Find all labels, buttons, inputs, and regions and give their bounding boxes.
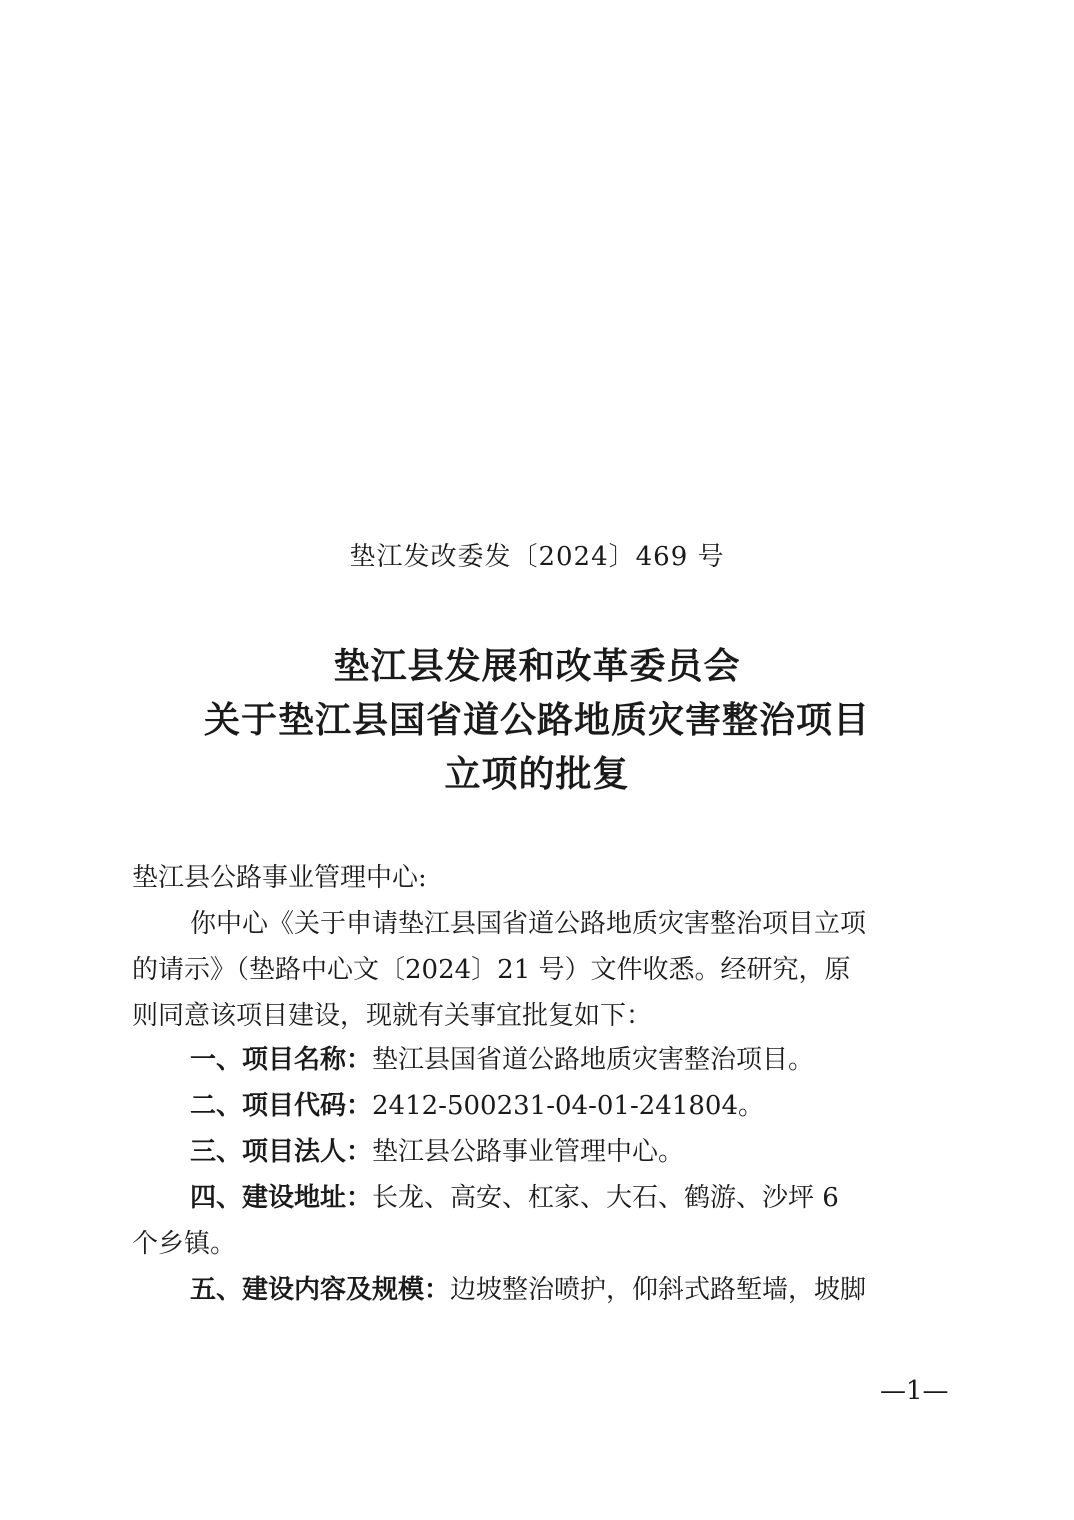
item-value: 垫江县国省道公路地质灾害整治项目。 bbox=[372, 1045, 815, 1075]
document-title-line-3: 立项的批复 bbox=[444, 753, 630, 795]
item-value: 垫江县公路事业管理中心。 bbox=[372, 1137, 685, 1167]
item-project-code bbox=[190, 1086, 1010, 1126]
item-construction-address-cont: 个乡镇。 bbox=[132, 1229, 237, 1259]
recipient: 垫江县公路事业管理中心: bbox=[132, 863, 427, 893]
item-legal-person bbox=[190, 1132, 1010, 1172]
item-value: 边坡整治喷护，仰斜式路堑墙，坡脚 bbox=[450, 1275, 867, 1305]
item-label: 一、项目名称： bbox=[190, 1045, 373, 1075]
item-project-name bbox=[190, 1040, 1010, 1080]
item-label: 二、项目代码： bbox=[190, 1091, 373, 1121]
item-label: 五、建设内容及规模： bbox=[190, 1275, 451, 1305]
item-construction-content bbox=[190, 1270, 1010, 1310]
document-title-line-2: 关于垫江县国省道公路地质灾害整治项目 bbox=[203, 699, 870, 741]
item-label: 四、建设地址： bbox=[190, 1183, 373, 1213]
item-value: 2412-500231-04-01-241804。 bbox=[372, 1091, 764, 1121]
item-label: 三、项目法人： bbox=[190, 1137, 373, 1167]
page-number: —1— bbox=[880, 1376, 949, 1406]
document-title-line-1: 垫江县发展和改革委员会 bbox=[333, 645, 741, 687]
item-value: 长龙、高安、杠家、大石、鹤游、沙坪 6 bbox=[372, 1183, 839, 1213]
body-paragraph-line: 则同意该项目建设，现就有关事宜批复如下： bbox=[132, 1001, 653, 1031]
body-paragraph-line: 你中心《关于申请垫江县国省道公路地质灾害整治项目立项 bbox=[190, 909, 867, 939]
document-number: 垫江发改委发〔2024〕469 号 bbox=[349, 542, 725, 572]
body-paragraph-line: 的请示》（垫路中心文〔2024〕21 号）文件收悉。经研究，原 bbox=[132, 955, 851, 985]
item-construction-address bbox=[190, 1178, 1010, 1218]
